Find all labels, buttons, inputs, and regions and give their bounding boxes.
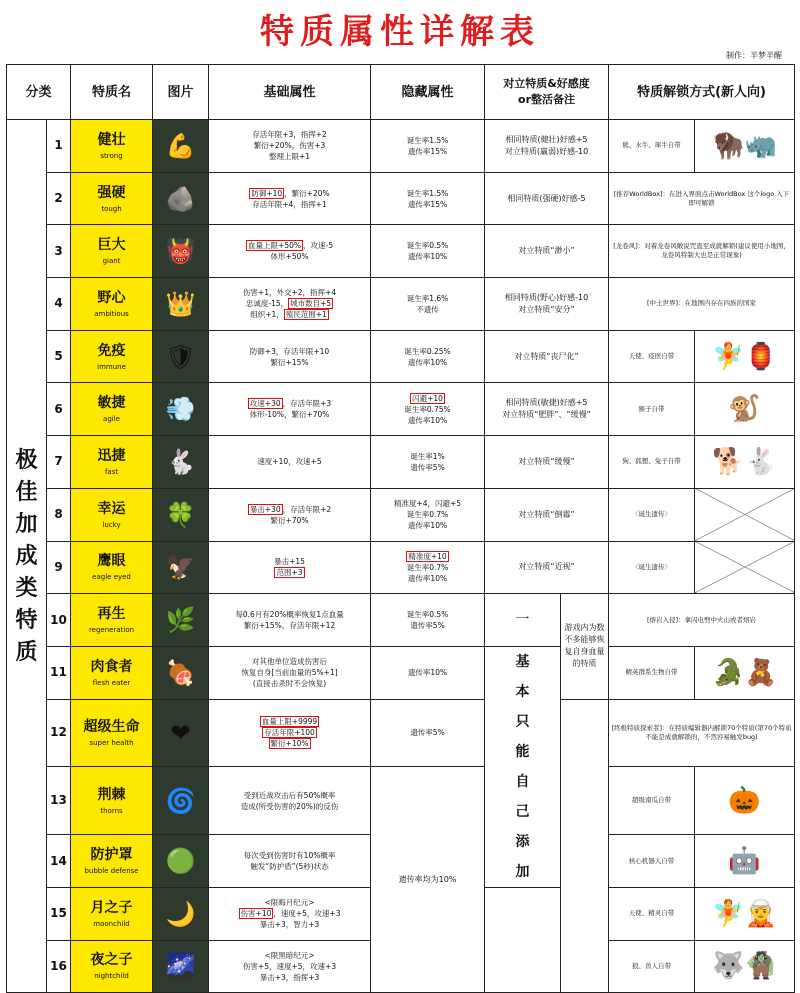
trait-image — [153, 120, 209, 173]
basic-line: 整理上限+1 — [268, 152, 311, 162]
trait-image — [153, 330, 209, 383]
unlock-art — [695, 541, 795, 594]
basic-attributes — [209, 767, 371, 835]
hidden-line: 诞生率0.25% — [404, 346, 451, 356]
trait-row — [7, 594, 795, 647]
trait-name-en: thorns — [100, 806, 123, 815]
basic-line: 存活年限+4，指挥+1 — [252, 199, 327, 209]
unlock-art: 🐒 — [695, 383, 795, 436]
basic-attributes — [209, 225, 371, 278]
super-health-icon: ❤ — [170, 718, 191, 747]
trait-image — [153, 646, 209, 699]
trait-name-cell — [71, 436, 153, 489]
trait-table — [6, 64, 795, 993]
highlighted-value: 血量上限+50% — [248, 241, 301, 251]
hidden-attributes — [371, 488, 485, 541]
hidden-line: 诞生率1% — [410, 451, 445, 461]
trait-name-cell — [71, 172, 153, 225]
hidden-line — [371, 393, 484, 404]
trait-image — [153, 835, 209, 888]
hidden-line: 诞生率1.6% — [406, 293, 449, 303]
unlock-method: 猴子自带 — [609, 383, 695, 436]
trait-name-en: fast — [104, 467, 119, 476]
tough-icon: 🪨 — [165, 184, 196, 213]
trait-number: 9 — [47, 541, 71, 594]
trait-name-en: nightchild — [94, 972, 129, 981]
unlock-method: 〈诞生遗传〉 — [609, 488, 695, 541]
opposite-traits — [485, 436, 609, 489]
highlighted-value: 暴击+30 — [249, 504, 281, 514]
highlighted-value: 攻速+30 — [249, 399, 281, 409]
basic-line: 每次受到伤害时有10%概率 — [243, 851, 336, 861]
merged-note-char: 添 — [515, 833, 530, 850]
trait-name-cell — [71, 940, 153, 993]
unlock-art: 🎃 — [695, 767, 795, 835]
trait-row — [7, 225, 795, 278]
trait-number: 5 — [47, 330, 71, 383]
header-opposite: 对立特质&好感度 or整活备注 — [485, 65, 609, 120]
basic-attributes — [209, 594, 371, 647]
trait-number: 1 — [47, 120, 71, 173]
thorns-icon: 🌀 — [165, 786, 196, 815]
opposite-line: 对立特质“近视” — [518, 562, 575, 572]
header-hidden: 隐藏属性 — [371, 65, 485, 120]
trait-name-en: super health — [89, 738, 134, 747]
hidden-line: 遗传率5% — [410, 462, 445, 472]
hidden-line: 遗传率10% — [407, 668, 448, 678]
hidden-line: 诞生率0.7% — [406, 562, 449, 572]
trait-row — [7, 383, 795, 436]
trait-image — [153, 541, 209, 594]
trait-name-en: eagle eyed — [92, 573, 131, 582]
trait-row — [7, 278, 795, 331]
basic-line: 恢复自身[当前血量的5%+1] — [241, 668, 338, 678]
trait-image — [153, 225, 209, 278]
trait-name-en: immune — [97, 362, 126, 371]
trait-number: 4 — [47, 278, 71, 331]
agile-icon: 💨 — [165, 395, 196, 424]
basic-attributes — [209, 488, 371, 541]
basic-attributes — [209, 278, 371, 331]
trait-name-cn: 巨大 — [97, 237, 126, 254]
unlock-method: 天使、疫医自带 — [609, 330, 695, 383]
trait-name-cn: 野心 — [97, 289, 126, 306]
trait-name-en: strong — [100, 151, 123, 160]
hidden-line: 遗传率10% — [407, 573, 448, 583]
basic-attributes — [209, 172, 371, 225]
highlighted-value: 精准度+10 — [408, 551, 447, 561]
merged-note-char: 本 — [515, 683, 530, 700]
trait-image — [153, 767, 209, 835]
side-note: 游戏内为数不多能够恢复自身血量的特质 — [561, 594, 609, 699]
basic-attributes — [209, 436, 371, 489]
trait-image — [153, 278, 209, 331]
trait-name-cn: 荆棘 — [97, 786, 126, 803]
opposite-line: 相同特质(强硬)好感-5 — [507, 193, 586, 203]
opposite-traits — [485, 488, 609, 541]
basic-line: 繁衍+15%，存活年限+12 — [243, 621, 336, 631]
basic-line: 忠诚度-15， 城市数目+5 — [245, 299, 332, 309]
trait-number: 10 — [47, 594, 71, 647]
category-char: 极 — [15, 447, 38, 474]
hidden-attributes — [371, 225, 485, 278]
category-char: 成 — [15, 543, 38, 570]
unlock-art: 🐕🐇 — [695, 436, 795, 489]
trait-number: 15 — [47, 887, 71, 940]
category-char: 佳 — [15, 479, 38, 506]
trait-image — [153, 887, 209, 940]
hidden-line: 不遗传 — [416, 304, 439, 314]
basic-line: 暴击+3，智力+3 — [259, 920, 320, 930]
header-name: 特质名 — [71, 65, 153, 120]
hidden-attributes — [371, 699, 485, 767]
trait-image — [153, 488, 209, 541]
hidden-attributes — [371, 172, 485, 225]
unlock-method: [终极特质探索者]：在特质编辑器内解锁70个特质(第70个特质不能是成就解锁的，不然容易触发bug) — [609, 699, 795, 767]
category-char: 质 — [15, 639, 38, 666]
unlock-art: 🐊🧸 — [695, 646, 795, 699]
highlighted-value: 血量上限+9999 — [261, 717, 318, 727]
trait-name-cell — [71, 699, 153, 767]
basic-line: 体形+50% — [270, 252, 309, 262]
trait-row — [7, 488, 795, 541]
hidden-line: 诞生率1.5% — [406, 135, 449, 145]
basic-line: 组织+1， 殖民范围+1 — [250, 310, 327, 320]
merged-note-char: 只 — [515, 713, 530, 730]
trait-number: 8 — [47, 488, 71, 541]
basic-line: 暴击+15 — [274, 557, 305, 567]
trait-name-cell — [71, 887, 153, 940]
trait-number: 11 — [47, 646, 71, 699]
unlock-method: 〈诞生遗传〉 — [609, 541, 695, 594]
trait-name-en: moonchild — [93, 919, 130, 928]
trait-name-cn: 超级生命 — [83, 718, 140, 735]
trait-name-en: lucky — [102, 520, 121, 529]
trait-name-cell — [71, 541, 153, 594]
highlighted-value: 范围+3 — [276, 568, 303, 578]
basic-line: 攻速+30 ，存活年限+3 — [249, 399, 332, 409]
unlock-art: 🧚🧝 — [695, 887, 795, 940]
unlock-method: 熊、水牛、犀牛自带 — [609, 120, 695, 173]
trait-row — [7, 541, 795, 594]
trait-name-cn: 夜之子 — [90, 952, 133, 969]
hidden-line: 诞生率0.5% — [406, 610, 449, 620]
trait-name-cell — [71, 278, 153, 331]
basic-line: 造成(所受伤害的20%)的反伤 — [240, 801, 339, 811]
basic-line: <限黑暗纪元> — [264, 950, 315, 960]
trait-row — [7, 330, 795, 383]
category-char: 特 — [15, 607, 38, 634]
header-basic: 基础属性 — [209, 65, 371, 120]
trait-name-cn: 敏捷 — [97, 395, 126, 412]
basic-attributes — [209, 699, 371, 767]
unlock-art: 🐺🧌 — [695, 940, 795, 993]
hidden-attributes — [371, 383, 485, 436]
hidden-attributes — [371, 330, 485, 383]
merged-note-char: 己 — [515, 803, 530, 820]
basic-attributes — [209, 646, 371, 699]
basic-line — [209, 738, 370, 749]
basic-line: 存活年限+3，指挥+2 — [252, 130, 327, 140]
basic-line: <限晦月纪元> — [264, 898, 315, 908]
basic-attributes — [209, 383, 371, 436]
basic-line: 触发“防护盾”(5秒)状态 — [250, 862, 329, 872]
basic-line: 对其他单位造成伤害后 — [252, 657, 328, 667]
basic-line: 伤害+5，速度+5，攻速+3 — [242, 961, 337, 971]
basic-line: (直接击杀时不会恢复) — [252, 679, 327, 689]
trait-image — [153, 172, 209, 225]
unlock-method: 天使、精灵自带 — [609, 887, 695, 940]
trait-row — [7, 436, 795, 489]
trait-number: 3 — [47, 225, 71, 278]
nightchild-icon: 🌌 — [165, 952, 196, 981]
header-unlock: 特质解锁方式(新人向) — [609, 65, 795, 120]
opposite-line: 对立特质“安分” — [518, 304, 575, 314]
regeneration-icon: 🌿 — [165, 606, 196, 635]
unlock-method: [推荐WorldBox]：在进入界面点击WorldBox 这个logo 入下即可解锁 — [609, 172, 795, 225]
hidden-attributes — [371, 120, 485, 173]
trait-name-en: regeneration — [88, 626, 135, 635]
hidden-line: 遗传率5% — [410, 621, 445, 631]
hidden-line: 遗传率15% — [407, 146, 448, 156]
hidden-line: 诞生率0.7% — [406, 510, 449, 520]
trait-number: 16 — [47, 940, 71, 993]
trait-row — [7, 120, 795, 173]
trait-number: 12 — [47, 699, 71, 767]
trait-row — [7, 767, 795, 835]
opposite-line: 对立特质“渺小” — [518, 246, 575, 256]
trait-number: 2 — [47, 172, 71, 225]
opposite-traits — [485, 383, 609, 436]
merged-note — [485, 646, 561, 887]
trait-name-en: ambitious — [94, 309, 129, 318]
unlock-method: 精英群系生物自带 — [609, 646, 695, 699]
merged-note-char: 自 — [515, 773, 530, 790]
hidden-attributes — [371, 278, 485, 331]
basic-line: 防御+3，存活年限+10 — [249, 346, 330, 356]
unlock-method: [熔岩入侵]：拿闪电劈中火山或者熔岩 — [609, 594, 795, 647]
trait-name-cell — [71, 646, 153, 699]
basic-line: 防御+10 ，繁衍+20% — [251, 188, 330, 198]
hidden-attributes — [371, 646, 485, 699]
merged-note-char: 基 — [515, 653, 530, 670]
basic-line — [209, 716, 370, 727]
merged-note-char: 加 — [515, 863, 530, 880]
hidden-line: 遗传率5% — [410, 728, 445, 738]
trait-row — [7, 172, 795, 225]
trait-name-cn: 月之子 — [90, 899, 133, 916]
basic-line: 暴击+3，指挥+3 — [259, 972, 320, 982]
fast-icon: 🐇 — [165, 447, 196, 476]
basic-line: 伤害+10 ，速度+5，攻速+3 — [240, 909, 341, 919]
trait-name-en: agile — [103, 415, 120, 424]
trait-number: 13 — [47, 767, 71, 835]
trait-name-cn: 健壮 — [97, 131, 126, 148]
ambitious-icon: 👑 — [165, 289, 196, 318]
eagle-eyed-icon: 🦅 — [165, 553, 196, 582]
unlock-art: 🤖 — [695, 835, 795, 888]
hidden-line: 诞生率0.5% — [406, 241, 449, 251]
header-row — [7, 65, 795, 120]
highlighted-value: 闪避+10 — [412, 393, 443, 403]
basic-line: 繁衍+70% — [270, 515, 309, 525]
basic-line: 每0.6月有20%概率恢复1点血量 — [235, 610, 344, 620]
unlock-art: 🧚🏮 — [695, 330, 795, 383]
moonchild-icon: 🌙 — [165, 899, 196, 928]
trait-name-cn: 鹰眼 — [97, 553, 126, 570]
opposite-traits — [485, 225, 609, 278]
hidden-line: 诞生率0.75% — [404, 404, 451, 414]
unlock-art — [695, 488, 795, 541]
trait-name-cell — [71, 488, 153, 541]
trait-row — [7, 699, 795, 767]
trait-name-en: tough — [101, 204, 122, 213]
trait-name-cell — [71, 835, 153, 888]
basic-line: 繁衍+20%，伤害+3 — [253, 141, 326, 151]
trait-name-cell — [71, 767, 153, 835]
hidden-line: 遗传率10% — [407, 252, 448, 262]
lucky-icon: 🍀 — [165, 500, 196, 529]
basic-line: 繁衍+15% — [270, 357, 309, 367]
merged-note-char: 能 — [515, 743, 530, 760]
hidden-attributes-merged: 遗传率均为10% — [371, 767, 485, 993]
opposite-traits — [485, 120, 609, 173]
hidden-line — [371, 551, 484, 562]
trait-name-cell — [71, 594, 153, 647]
trait-name-cn: 强硬 — [97, 184, 126, 201]
unlock-method: 核心机器人自带 — [609, 835, 695, 888]
trait-name-cell — [71, 225, 153, 278]
category-cell — [7, 120, 47, 993]
hidden-line: 诞生率1.5% — [406, 188, 449, 198]
trait-number: 6 — [47, 383, 71, 436]
header-image: 图片 — [153, 65, 209, 120]
trait-name-cell — [71, 120, 153, 173]
trait-name-cn: 迅捷 — [97, 447, 126, 464]
trait-name-cn: 再生 — [97, 606, 126, 623]
basic-line: 血量上限+50% ，攻速-5 — [248, 241, 333, 251]
basic-attributes — [209, 330, 371, 383]
opposite-traits — [485, 172, 609, 225]
immune-icon: 🛡 — [165, 342, 196, 371]
hidden-line: 精准度+4，闪避+5 — [393, 499, 462, 509]
opposite-line: 相同特质(健壮)好感+5 — [505, 134, 588, 144]
basic-line — [209, 727, 370, 738]
highlighted-value: 存活年限+100 — [264, 728, 315, 738]
basic-attributes — [209, 835, 371, 888]
trait-name-en: bubble defense — [84, 867, 139, 876]
basic-line — [209, 567, 370, 578]
opposite-traits — [485, 330, 609, 383]
empty-cell — [485, 887, 609, 992]
opposite-line: 对立特质(羸弱)好感-10 — [504, 146, 589, 156]
basic-attributes — [209, 940, 371, 993]
trait-name-cn: 肉食者 — [90, 658, 133, 675]
page-title: 特质属性详解表 — [260, 12, 540, 52]
hidden-line: 遗传率15% — [407, 199, 448, 209]
hidden-attributes — [371, 594, 485, 647]
hidden-attributes — [371, 436, 485, 489]
trait-image — [153, 383, 209, 436]
giant-icon: 👹 — [165, 237, 196, 266]
highlighted-value: 伤害+10 — [240, 909, 272, 919]
hidden-attributes — [371, 541, 485, 594]
hidden-line: 遗传率10% — [407, 357, 448, 367]
trait-name-cn: 防护罩 — [90, 847, 133, 864]
strong-icon: 💪 — [165, 131, 196, 160]
basic-line: 受到近战攻击后有50%概率 — [243, 790, 336, 800]
hidden-line: 遗传率10% — [407, 415, 448, 425]
trait-row — [7, 646, 795, 699]
trait-image — [153, 699, 209, 767]
opposite-line: 相同特质(敏捷)好感+5 — [505, 398, 588, 408]
trait-name-cell — [71, 330, 153, 383]
trait-name-cn: 免疫 — [97, 342, 126, 359]
trait-name-en: flesh eater — [92, 678, 131, 687]
trait-name-en: giant — [102, 257, 121, 266]
flesh-eater-icon: 🍖 — [165, 658, 196, 687]
basic-attributes — [209, 887, 371, 940]
basic-attributes — [209, 120, 371, 173]
category-char: 类 — [15, 575, 38, 602]
basic-line: 伤害+1，外交+2，指挥+4 — [242, 288, 337, 298]
opposite-line: 对立特质“缓慢” — [518, 456, 575, 466]
opposite-traits — [485, 278, 609, 331]
header-category: 分类 — [7, 65, 71, 120]
opposite-line: 相同特质(野心)好感-10 — [504, 292, 589, 302]
basic-line: 体形-10%，繁衍+70% — [249, 410, 330, 420]
opposite-line: 对立特质“丧尸化” — [514, 351, 579, 361]
hidden-line: 遗传率10% — [407, 521, 448, 531]
unlock-method: 超级南瓜自带 — [609, 767, 695, 835]
trait-name-cn: 幸运 — [97, 500, 126, 517]
unlock-method: [中土世界]：在地图内存在四族的国家 — [609, 278, 795, 331]
trait-name-cell — [71, 383, 153, 436]
basic-line: 暴击+30 ，存活年限+2 — [249, 504, 332, 514]
trait-image — [153, 594, 209, 647]
unlock-method: [龙卷风]：对着龙卷风敞说咒直至成就解锁(建议使用小地图，龙卷风特制大也是正常现象) — [609, 225, 795, 278]
author-credit: 制作：半梦半醒 — [726, 51, 782, 60]
opposite-dash: 一 — [485, 594, 561, 647]
trait-number: 14 — [47, 835, 71, 888]
highlighted-value: 防御+10 — [251, 188, 283, 198]
opposite-line: 对立特质“倒霉” — [518, 509, 575, 519]
unlock-art: 🦬🦏 — [695, 120, 795, 173]
highlighted-value: 繁衍+10% — [270, 739, 309, 749]
category-char: 加 — [15, 511, 38, 538]
basic-attributes — [209, 541, 371, 594]
bubble-defense-icon: 🟢 — [165, 847, 196, 876]
highlighted-value: 殖民范围+1 — [285, 310, 327, 320]
opposite-traits — [485, 541, 609, 594]
unlock-method: 狼、兽人自带 — [609, 940, 695, 993]
highlighted-value: 城市数目+5 — [290, 299, 332, 309]
basic-line: 速度+10，攻速+5 — [257, 457, 322, 467]
opposite-line: 对立特质“肥胖”、“缓慢” — [502, 410, 591, 420]
trait-image — [153, 436, 209, 489]
unlock-method: 狗、狐狸、兔子自带 — [609, 436, 695, 489]
trait-image — [153, 940, 209, 993]
trait-number: 7 — [47, 436, 71, 489]
